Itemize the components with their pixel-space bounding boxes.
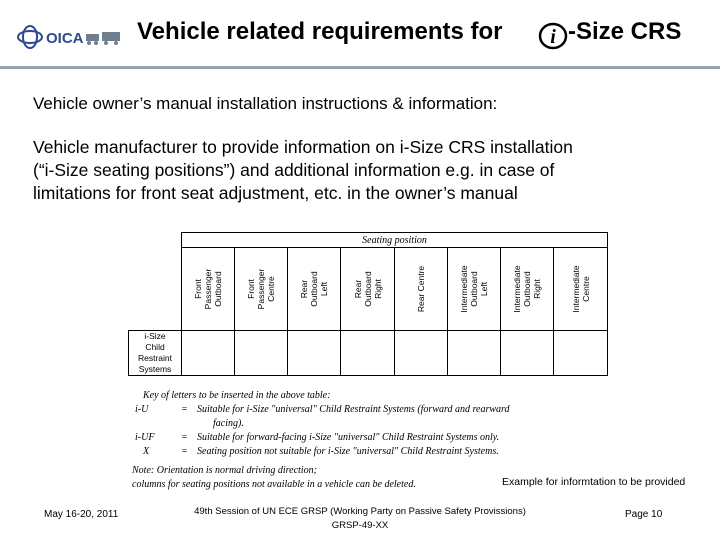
column-header: Front Passenger Centre (235, 248, 288, 331)
footer-session (170, 505, 550, 533)
table-title: Seating position (182, 233, 608, 248)
table-corner-lower (129, 248, 182, 331)
key-legend (135, 389, 605, 461)
note-line: Note: Orientation is normal driving direction; (132, 465, 317, 476)
table-cell (394, 331, 447, 376)
row-header: i-Size Child Restraint Systems (129, 331, 182, 376)
session-line: GRSP-49-XX (331, 520, 389, 531)
page-title: Vehicle related requirements for (137, 18, 503, 45)
key-equals: = (181, 432, 188, 443)
table-cell (554, 331, 608, 376)
orientation-note (132, 464, 416, 492)
column-header: Rear Outboard Left (288, 248, 341, 331)
example-label: Example for informtation to be provided (502, 476, 686, 488)
page-title-suffix: -Size CRS (568, 18, 682, 45)
intro-line: (“i-Size seating positions”) and additional information e.g. in case of (33, 160, 555, 180)
isize-logo-icon (538, 22, 568, 50)
table-cell (500, 331, 553, 376)
intro-paragraph (33, 136, 693, 205)
column-header: Rear Outboard Right (341, 248, 394, 331)
column-header: Intermediate Outboard Left (447, 248, 500, 331)
column-header: Rear Centre (394, 248, 447, 331)
section-heading: Vehicle owner’s manual installation instructions & information: (33, 94, 498, 113)
seating-position-table (128, 232, 608, 374)
key-code: X (143, 446, 150, 457)
isize-logo-letter: i (550, 26, 556, 48)
table-cell (235, 331, 288, 376)
intro-line: Vehicle manufacturer to provide information on i-Size CRS installation (33, 137, 573, 157)
key-code: i-UF (135, 432, 155, 443)
page-number: Page 10 (625, 509, 663, 520)
footer-date: May 16-20, 2011 (44, 509, 119, 520)
key-text-cont: facing). (213, 418, 244, 429)
key-text: Suitable for i-Size "universal" Child Restraint Systems (forward and rearward (197, 404, 510, 415)
table-cell (341, 331, 394, 376)
key-equals: = (181, 446, 188, 457)
session-line: 49th Session of UN ECE GRSP (Working Party on Passive Safety Provissions) (194, 506, 526, 517)
oica-logo-text: OICA (46, 30, 84, 47)
table-corner (129, 233, 182, 248)
oica-logo (14, 20, 124, 54)
table-cell (447, 331, 500, 376)
table-cell (288, 331, 341, 376)
intro-line: limitations for front seat adjustment, etc. in the owner’s manual (33, 183, 518, 203)
table-cell (182, 331, 235, 376)
note-line: columns for seating positions not available in a vehicle can be deleted. (132, 479, 416, 490)
header-divider (0, 66, 720, 69)
key-text: Suitable for forward-facing i-Size "universal" Child Restraint Systems only. (197, 432, 500, 443)
column-header: Intermediate Centre (554, 248, 608, 331)
column-header: Front Passenger Outboard (182, 248, 235, 331)
key-text: Seating position not suitable for i-Size "universal" Child Restraint Systems. (197, 446, 499, 457)
oica-logo-graphic (14, 20, 124, 54)
key-code: i-U (135, 404, 149, 415)
column-header: Intermediate Outboard Right (500, 248, 553, 331)
key-equals: = (181, 404, 188, 415)
key-intro: Key of letters to be inserted in the above table: (143, 390, 331, 401)
